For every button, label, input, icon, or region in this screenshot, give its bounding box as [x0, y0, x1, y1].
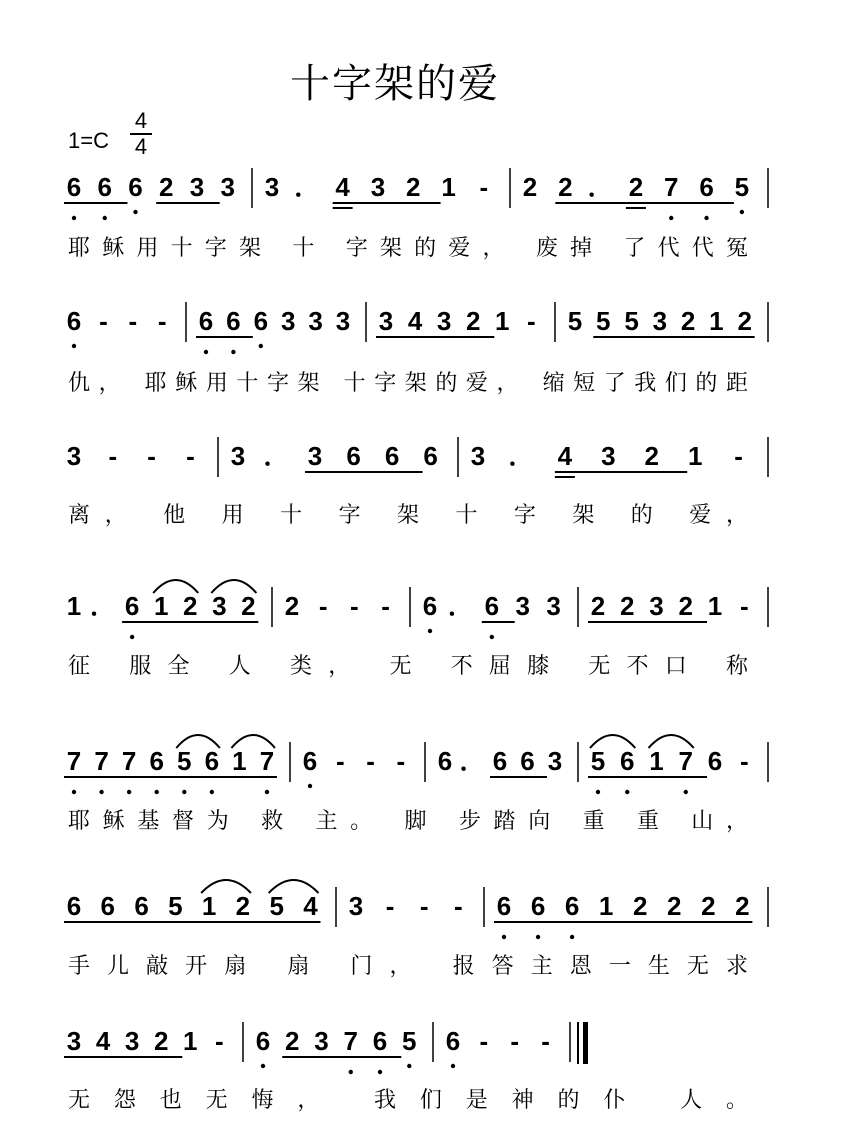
- octave-dot: [308, 784, 312, 788]
- note: -: [419, 891, 429, 921]
- lyrics-line: 征 服全 人 类， 无 不屈膝 无不口 称: [68, 654, 749, 679]
- note: ．: [90, 591, 117, 621]
- note: 6: [484, 591, 500, 621]
- octave-dot: [231, 350, 235, 354]
- note: 6: [302, 746, 318, 776]
- time-signature-beats: 4: [134, 108, 148, 133]
- note: -: [99, 306, 108, 336]
- note: 2: [701, 891, 716, 921]
- note: 3: [280, 306, 296, 336]
- note: 6: [97, 172, 112, 202]
- note: 6: [66, 891, 82, 921]
- octave-dot: [210, 790, 214, 794]
- note: -: [157, 306, 167, 336]
- time-signature-unit: 4: [134, 134, 148, 159]
- note: -: [385, 891, 395, 921]
- note: 5: [590, 746, 606, 776]
- note: -: [215, 1026, 224, 1056]
- note: ．: [459, 746, 486, 776]
- song-title: 十字架的爱: [290, 61, 500, 107]
- octave-dot: [265, 790, 269, 794]
- note: 6: [372, 1026, 388, 1056]
- octave-dot: [428, 629, 432, 633]
- note: 3: [314, 1026, 329, 1056]
- note: ．: [294, 172, 321, 202]
- note: 3: [547, 746, 563, 776]
- note: 3: [348, 891, 364, 921]
- note: 4: [95, 1026, 111, 1056]
- note: 6: [564, 891, 580, 921]
- note: 4: [303, 891, 318, 921]
- note: 6: [699, 172, 714, 202]
- octave-dot: [740, 210, 744, 214]
- note: 4: [335, 172, 350, 202]
- note: 1: [153, 591, 169, 621]
- note: 6: [100, 891, 116, 921]
- note: 1: [66, 591, 82, 621]
- note: ．: [447, 591, 474, 621]
- note: 2: [632, 891, 648, 921]
- note: -: [527, 306, 536, 336]
- note: 3: [230, 441, 246, 471]
- note: 3: [212, 591, 227, 621]
- note: 4: [557, 441, 573, 471]
- note: 7: [66, 746, 82, 776]
- note: 1: [687, 441, 703, 471]
- note: -: [739, 591, 749, 621]
- note: 3: [189, 172, 205, 202]
- octave-dot: [155, 790, 159, 794]
- note: 3: [220, 172, 235, 202]
- note: 2: [285, 1026, 300, 1056]
- note: 2: [667, 891, 682, 921]
- note: 2: [628, 172, 644, 202]
- note: 1: [495, 306, 510, 336]
- note: 5: [567, 306, 583, 336]
- note: 6: [423, 441, 438, 471]
- note: 3: [649, 591, 664, 621]
- lyrics-line: 耶稣用十字架 十 字架的爱， 废掉 了代代冤: [68, 236, 748, 261]
- note: 2: [406, 172, 421, 202]
- octave-dot: [596, 790, 600, 794]
- octave-dot: [204, 350, 208, 354]
- note: -: [479, 172, 489, 202]
- octave-dot: [130, 635, 134, 639]
- note: 6: [253, 306, 269, 336]
- note: -: [318, 591, 328, 621]
- octave-dot: [103, 216, 107, 220]
- octave-dot: [133, 210, 137, 214]
- note: ．: [263, 441, 290, 471]
- note: 1: [183, 1026, 198, 1056]
- note: -: [734, 441, 743, 471]
- note: 6: [445, 1026, 461, 1056]
- note: -: [396, 746, 406, 776]
- note: 6: [128, 172, 143, 202]
- note: 7: [121, 746, 137, 776]
- octave-dot: [684, 790, 688, 794]
- note: 3: [436, 306, 452, 336]
- note: 2: [284, 591, 300, 621]
- key-signature: 1=C: [68, 128, 109, 153]
- octave-dot: [261, 1064, 265, 1068]
- note: 6: [255, 1026, 271, 1056]
- note: 7: [678, 746, 694, 776]
- octave-dot: [72, 216, 76, 220]
- octave-dot: [407, 1064, 411, 1068]
- note: -: [128, 306, 138, 336]
- final-barline-thick: [583, 1022, 588, 1064]
- note: 3: [66, 441, 82, 471]
- note: 6: [530, 891, 546, 921]
- octave-dot: [451, 1064, 455, 1068]
- note: -: [510, 1026, 520, 1056]
- note: 5: [402, 1026, 417, 1056]
- note: -: [335, 746, 345, 776]
- octave-dot: [349, 1070, 353, 1074]
- octave-dot: [536, 935, 540, 939]
- note: 6: [198, 306, 214, 336]
- note: 6: [620, 746, 635, 776]
- octave-dot: [72, 790, 76, 794]
- note: 3: [307, 441, 323, 471]
- note: 6: [520, 746, 535, 776]
- note: 3: [66, 1026, 82, 1056]
- note: 5: [177, 746, 192, 776]
- octave-dot: [704, 216, 708, 220]
- note: 2: [558, 172, 573, 202]
- octave-dot: [378, 1070, 382, 1074]
- note: 5: [596, 306, 611, 336]
- lyrics-line: 耶稣基督为 救 主。 脚 步踏向 重 重 山，: [68, 809, 748, 834]
- note: 6: [437, 746, 453, 776]
- note: -: [366, 746, 375, 776]
- octave-dot: [72, 344, 76, 348]
- note: 2: [678, 591, 694, 621]
- note: 6: [66, 306, 82, 336]
- lyrics-line: 无怨也无悔， 我们是神的仆 人。: [68, 1088, 748, 1113]
- note: -: [739, 746, 749, 776]
- note: -: [479, 1026, 489, 1056]
- octave-dot: [127, 790, 131, 794]
- note: 2: [680, 306, 696, 336]
- note: -: [541, 1026, 550, 1056]
- note: 6: [149, 746, 164, 776]
- note: 2: [153, 1026, 169, 1056]
- note: 6: [422, 591, 438, 621]
- note: 2: [644, 441, 659, 471]
- note: 3: [370, 172, 386, 202]
- note: 1: [441, 172, 456, 202]
- note: 6: [124, 591, 140, 621]
- note: 2: [735, 891, 750, 921]
- note: 6: [384, 441, 400, 471]
- note: 7: [259, 746, 275, 776]
- note: 7: [664, 172, 679, 202]
- octave-dot: [259, 344, 263, 348]
- note: 3: [470, 441, 486, 471]
- note: 2: [590, 591, 606, 621]
- lyrics-line: 仇， 耶稣用十字架 十字架的爱， 缩短了我们的距: [68, 371, 748, 396]
- octave-dot: [669, 216, 673, 220]
- note: 2: [183, 591, 198, 621]
- note: 3: [124, 1026, 140, 1056]
- note: 6: [66, 172, 82, 202]
- note: 2: [737, 306, 752, 336]
- note: 3: [546, 591, 561, 621]
- lyrics-line: 手儿敲开扇 扇 门， 报答主恩一生无求: [68, 954, 748, 979]
- octave-dot: [99, 790, 103, 794]
- octave-dot: [182, 790, 186, 794]
- note: 1: [709, 306, 724, 336]
- note: 6: [346, 441, 361, 471]
- note: 1: [707, 591, 723, 621]
- note: 3: [378, 306, 394, 336]
- note: 3: [335, 306, 351, 336]
- note: -: [381, 591, 390, 621]
- note: 2: [235, 891, 251, 921]
- note: -: [350, 591, 359, 621]
- note: 1: [598, 891, 614, 921]
- note: -: [108, 441, 118, 471]
- note: ．: [587, 172, 614, 202]
- note: 4: [407, 306, 423, 336]
- note: 7: [343, 1026, 359, 1056]
- note: 1: [201, 891, 217, 921]
- note: 3: [264, 172, 280, 202]
- note: 6: [492, 746, 508, 776]
- note: 2: [465, 306, 481, 336]
- note: 2: [620, 591, 635, 621]
- note: 2: [241, 591, 256, 621]
- note: 6: [496, 891, 512, 921]
- octave-dot: [490, 635, 494, 639]
- note: 5: [624, 306, 639, 336]
- note: -: [186, 441, 195, 471]
- lyrics-line: 离， 他 用 十 字 架 十 字 架 的 爱，: [68, 503, 748, 528]
- note: 3: [515, 591, 530, 621]
- note: 2: [158, 172, 174, 202]
- note: 5: [168, 891, 183, 921]
- note: 5: [269, 891, 284, 921]
- note: 6: [226, 306, 241, 336]
- note: 6: [134, 891, 149, 921]
- note: 1: [649, 746, 664, 776]
- note: -: [454, 891, 463, 921]
- octave-dot: [570, 935, 574, 939]
- octave-dot: [625, 790, 629, 794]
- note: -: [147, 441, 156, 471]
- note: 3: [308, 306, 323, 336]
- note: 6: [204, 746, 220, 776]
- note: 3: [652, 306, 668, 336]
- note: ．: [508, 441, 535, 471]
- note: 5: [734, 172, 750, 202]
- octave-dot: [502, 935, 506, 939]
- note: 2: [522, 172, 538, 202]
- note: 3: [601, 441, 616, 471]
- note: 1: [232, 746, 247, 776]
- note: 7: [94, 746, 109, 776]
- note: 6: [707, 746, 723, 776]
